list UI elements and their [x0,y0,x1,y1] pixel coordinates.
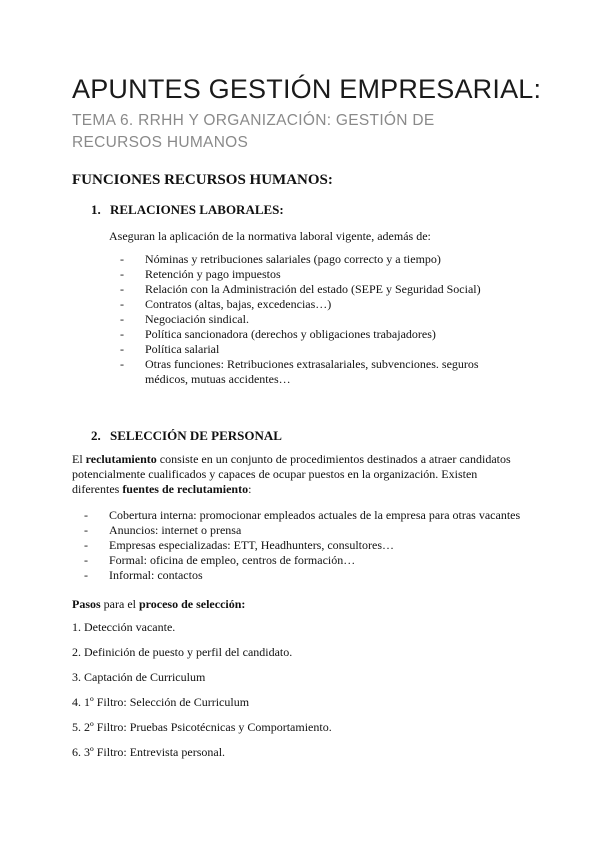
s2-list [84,508,539,583]
s2-number: 2. [91,428,101,443]
list-item: - Política sancionadora (derechos y obligaciones trabajadores) [120,327,436,341]
list-item: - Retención y pago impuestos [120,267,281,281]
s1-intro: Aseguran la aplicación de la normativa laboral vigente, además de: [109,229,431,243]
step-item: 3. Captación de Curriculum [72,670,206,684]
list-item: - Cobertura interna: promocionar empleados actuales de la empresa para otras vacantes [84,508,521,522]
document-subtitle: TEMA 6. RRHH Y ORGANIZACIÓN: GESTIÓN DE RECURSOS HUMANOS [72,112,435,151]
list-item: - Relación con la Administración del estado (SEPE y Seguridad Social) [120,282,481,296]
document-title: APUNTES GESTIÓN EMPRESARIAL: [72,74,542,104]
step-item: 1. Detección vacante. [72,620,176,634]
step-item: 4. 1º Filtro: Selección de Curriculum [72,695,250,709]
s1-number: 1. [91,202,101,217]
s2-paragraph: El reclutamiento consiste en un conjunto de procedimientos destinados a atraer candidatos potencialmente cualificados y capaces de ocupar puestos en la organización. Existen diferentes fuentes de reclutamiento: [72,452,511,496]
list-item: - Negociación sindical. [120,312,249,326]
steps-heading: Pasos para el proceso de selección: [72,597,246,611]
list-item: - Nóminas y retribuciones salariales (pago correcto y a tiempo) [120,252,441,266]
s1-list [120,252,505,387]
step-item: 5. 2º Filtro: Pruebas Psicotécnicas y Comportamiento. [72,720,332,734]
step-item: 6. 3º Filtro: Entrevista personal. [72,745,226,759]
list-item: - Contratos (altas, bajas, excedencias…) [120,297,332,311]
s2-heading: SELECCIÓN DE PERSONAL [110,428,282,443]
list-item: - Informal: contactos [84,568,203,582]
s1-heading: RELACIONES LABORALES: [110,202,284,217]
list-item: - Otras funciones: Retribuciones extrasalariales, subvenciones. seguros médicos, mutuas accidentes… [120,357,479,386]
section-heading: FUNCIONES RECURSOS HUMANOS: [72,172,333,188]
step-item: 2. Definición de puesto y perfil del candidato. [72,645,293,659]
list-item: - Empresas especializadas: ETT, Headhunters, consultores… [84,538,395,552]
list-item: - Anuncios: internet o prensa [84,523,242,537]
list-item: - Formal: oficina de empleo, centros de formación… [84,553,356,567]
list-item: - Política salarial [120,342,220,356]
